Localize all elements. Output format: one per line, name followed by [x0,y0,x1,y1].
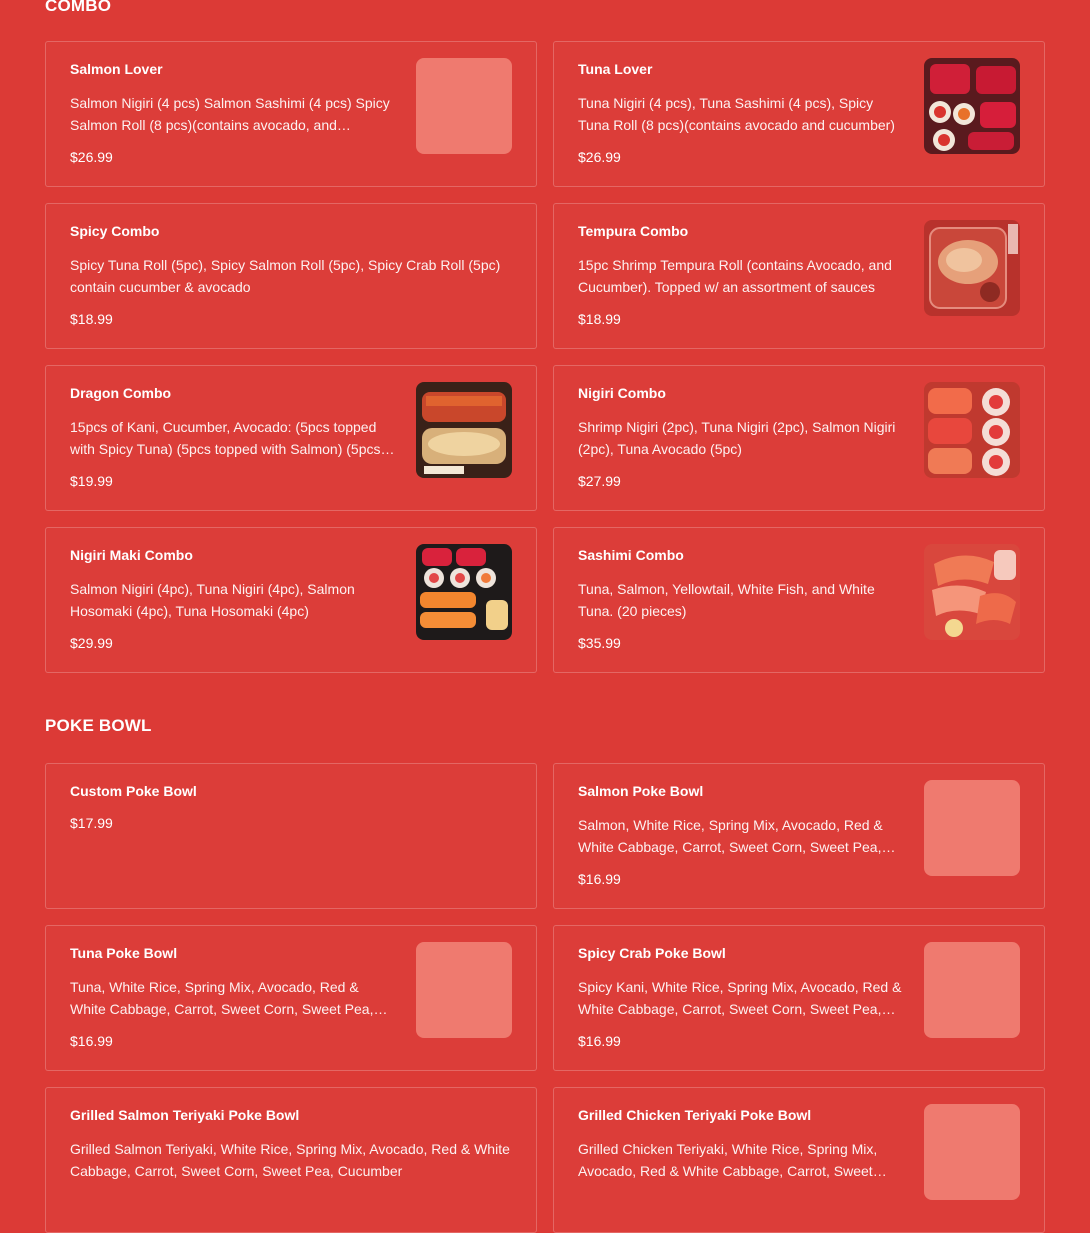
menu-item-photo [416,382,512,478]
menu-item-card[interactable] [45,527,537,673]
menu-item-description: 15pc Shrimp Tempura Roll (contains Avocado, and Cucumber). Topped w/ an assortment of sauces [578,257,892,295]
menu-item-info [578,546,906,652]
menu-item-info [578,222,906,328]
menu-item-card[interactable] [553,41,1045,187]
menu-item-info [70,546,398,652]
menu-item-info [70,222,510,328]
menu-item-photo [416,544,512,640]
menu-item-name: Nigiri Combo [578,385,666,401]
menu-item-price: $29.99 [70,635,113,651]
menu-item-info [578,384,906,490]
menu-item-image-placeholder [924,1104,1020,1200]
menu-item-name: Nigiri Maki Combo [70,547,193,563]
menu-item-description: Tuna, Salmon, Yellowtail, White Fish, and White Tuna. (20 pieces) [578,581,875,619]
menu-item-photo [924,220,1020,316]
menu-item-name: Grilled Chicken Teriyaki Poke Bowl [578,1107,812,1123]
menu-item-name: Salmon Poke Bowl [578,783,704,799]
menu-item-price: $18.99 [70,311,113,327]
section-title-poke-bowl: POKE BOWL [45,716,152,735]
menu-item-price: $35.99 [578,635,621,651]
menu-item-card[interactable] [553,925,1045,1071]
menu-item-description: Salmon Nigiri (4pc), Tuna Nigiri (4pc), Salmon Hosomaki (4pc), Tuna Hosomaki (4pc) [70,581,355,619]
menu-item-info [70,782,510,832]
menu-item-card[interactable] [553,763,1045,909]
menu-item-photo [924,544,1020,640]
menu-item-card[interactable] [45,1087,537,1233]
menu-item-photo [924,382,1020,478]
section-title-combo: COMBO [45,0,112,15]
menu-item-price: $27.99 [578,473,621,489]
menu-item-price: $19.99 [70,473,113,489]
menu-item-description: Shrimp Nigiri (2pc), Tuna Nigiri (2pc), Salmon Nigiri (2pc), Tuna Avocado (5pc) [578,419,896,457]
menu-item-name: Custom Poke Bowl [70,783,197,799]
menu-item-card[interactable] [553,203,1045,349]
menu-item-description: 15pcs of Kani, Cucumber, Avocado: (5pcs topped with Spicy Tuna) (5pcs topped with Salmon) (5pcs [70,419,381,457]
menu-item-description: Tuna, White Rice, Spring Mix, Avocado, Red & White Cabbage, Carrot, Sweet Corn, Sweet Pea, [70,979,374,1017]
menu-grid-combo [45,41,1045,673]
menu-item-card[interactable] [553,365,1045,511]
menu-item-name: Dragon Combo [70,385,172,401]
menu-item-description: Grilled Chicken Teriyaki, White Rice, Spring Mix, Avocado, Red & White Cabbage, Carrot, Sweet [578,1141,878,1179]
menu-item-price: $16.99 [578,871,621,887]
menu-item-price: $16.99 [578,1033,621,1049]
menu-item-price: $17.99 [70,815,113,831]
menu-item-price: $18.99 [578,311,621,327]
menu-item-image-placeholder [416,942,512,1038]
menu-item-description: Spicy Tuna Roll (5pc), Spicy Salmon Roll (5pc), Spicy Crab Roll (5pc) contain cucumber & avocado [70,257,501,295]
menu-item-price: $26.99 [578,149,621,165]
menu-item-photo [924,58,1020,154]
menu-item-info [578,782,906,888]
menu-item-price: $16.99 [70,1033,113,1049]
menu-item-description: Salmon Nigiri (4 pcs) Salmon Sashimi (4 pcs) Spicy Salmon Roll (8 pcs)(contains avocado, and [70,95,390,133]
menu-item-card[interactable] [45,203,537,349]
menu-item-description: Grilled Salmon Teriyaki, White Rice, Spring Mix, Avocado, Red & White Cabbage, Carrot, Sweet Corn, Sweet Pea, Cucumber [70,1141,510,1179]
menu-item-image-placeholder [924,942,1020,1038]
menu-item-image-placeholder [924,780,1020,876]
menu-item-info [70,944,398,1050]
menu-item-description: Spicy Kani, White Rice, Spring Mix, Avocado, Red & White Cabbage, Carrot, Sweet Corn, Sweet Pea, [578,979,902,1017]
menu-item-card[interactable] [45,41,537,187]
menu-item-name: Tempura Combo [578,223,689,239]
menu-item-card[interactable] [553,1087,1045,1233]
menu-item-card[interactable] [45,925,537,1071]
menu-item-description: Tuna Nigiri (4 pcs), Tuna Sashimi (4 pcs), Spicy Tuna Roll (8 pcs)(contains avocado and cucumber) [578,95,895,133]
menu-item-name: Tuna Poke Bowl [70,945,178,961]
menu-item-card[interactable] [45,763,537,909]
menu-item-info [70,384,398,490]
menu-item-info [578,944,906,1050]
menu-item-card[interactable] [553,527,1045,673]
menu-item-price: $26.99 [70,149,113,165]
menu-item-name: Spicy Crab Poke Bowl [578,945,726,961]
menu-item-info [578,60,906,166]
menu-item-name: Tuna Lover [578,61,653,77]
menu-item-name: Spicy Combo [70,223,160,239]
menu-item-description: Salmon, White Rice, Spring Mix, Avocado, Red & White Cabbage, Carrot, Sweet Corn, Sweet Pea, [578,817,883,855]
menu-item-card[interactable] [45,365,537,511]
menu-item-name: Grilled Salmon Teriyaki Poke Bowl [70,1107,300,1123]
menu-item-name: Sashimi Combo [578,547,684,563]
menu-item-name: Salmon Lover [70,61,163,77]
menu-item-image-placeholder [416,58,512,154]
menu-grid-poke-bowl [45,763,1045,1233]
menu-item-info [70,60,398,166]
